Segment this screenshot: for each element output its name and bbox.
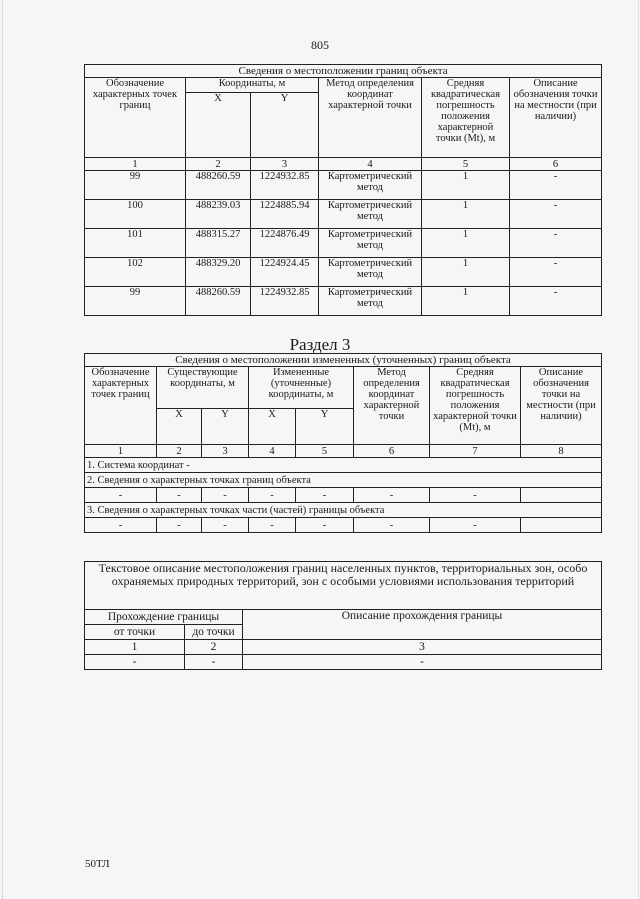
scan-edge-left	[2, 0, 3, 899]
header-designation: Обозначение характерных точек границ	[85, 367, 157, 445]
point-id: 101	[85, 229, 186, 258]
column-number: 4	[249, 445, 296, 458]
header-coordinates: Координаты, м	[186, 78, 319, 93]
table-row	[85, 229, 602, 258]
coord-y: 1224932.85	[251, 171, 319, 200]
column-number: 5	[422, 158, 510, 171]
cell-dash: -	[243, 655, 602, 670]
coord-y: 1224932.85	[251, 287, 319, 316]
table-row	[85, 171, 602, 200]
cell-dash: -	[202, 488, 249, 503]
point-id: 99	[85, 287, 186, 316]
header-x: X	[249, 409, 296, 445]
point-id: 99	[85, 171, 186, 200]
header-passage: Прохождение границы	[85, 610, 243, 625]
header-method: Метод определения координат характерной точки	[354, 367, 430, 445]
cell-dash: -	[85, 488, 157, 503]
footer-code: 50ТЛ	[85, 858, 110, 870]
header-error: Средняя квадратическая погрешность положения характерной точки (Mt), м	[422, 78, 510, 158]
table-row	[85, 655, 602, 670]
boundary-text-description-table	[84, 561, 602, 670]
table-row	[85, 488, 602, 503]
cell-dash: -	[85, 518, 157, 533]
error: 1	[422, 258, 510, 287]
header-x: X	[186, 93, 251, 158]
cell-dash: -	[85, 655, 185, 670]
header-existing-coordinates: Существующие координаты, м	[157, 367, 249, 409]
cell-dash: -	[249, 518, 296, 533]
cell-dash: -	[157, 518, 202, 533]
column-number: 8	[521, 445, 602, 458]
cell-dash: -	[354, 488, 430, 503]
cell-dash: -	[354, 518, 430, 533]
column-number: 3	[251, 158, 319, 171]
cell-dash: -	[296, 488, 354, 503]
column-number: 6	[354, 445, 430, 458]
scan-edge-right	[638, 0, 639, 899]
table-row	[85, 287, 602, 316]
header-x: X	[157, 409, 202, 445]
cell-empty	[521, 488, 602, 503]
description: -	[510, 171, 602, 200]
coord-x: 488260.59	[186, 171, 251, 200]
method: Картометрический метод	[319, 258, 422, 287]
error: 1	[422, 171, 510, 200]
description: -	[510, 287, 602, 316]
coord-y: 1224876.49	[251, 229, 319, 258]
page-number: 805	[311, 38, 329, 52]
coord-x: 488315.27	[186, 229, 251, 258]
header-method: Метод определения координат характерной точки	[319, 78, 422, 158]
method: Картометрический метод	[319, 200, 422, 229]
cell-dash: -	[296, 518, 354, 533]
column-number: 1	[85, 158, 186, 171]
header-y: Y	[251, 93, 319, 158]
point-id: 100	[85, 200, 186, 229]
cell-dash: -	[249, 488, 296, 503]
coord-y: 1224924.45	[251, 258, 319, 287]
table-title: Сведения о местоположении измененных (уточненных) границ объекта	[85, 354, 602, 367]
table-row	[85, 200, 602, 229]
point-id: 102	[85, 258, 186, 287]
column-number: 6	[510, 158, 602, 171]
column-number: 4	[319, 158, 422, 171]
cell-dash: -	[430, 518, 521, 533]
header-changed-coordinates: Измененные (уточненные) координаты, м	[249, 367, 354, 409]
method: Картометрический метод	[319, 171, 422, 200]
method: Картометрический метод	[319, 229, 422, 258]
coord-x: 488329.20	[186, 258, 251, 287]
column-number: 3	[243, 640, 602, 655]
table-title: Сведения о местоположении границ объекта	[85, 65, 602, 78]
cell-dash: -	[202, 518, 249, 533]
error: 1	[422, 229, 510, 258]
error: 1	[422, 200, 510, 229]
boundary-location-table	[84, 64, 602, 316]
column-number: 5	[296, 445, 354, 458]
header-description: Описание обозначения точки на местности (при наличии)	[510, 78, 602, 158]
cell-dash: -	[185, 655, 243, 670]
column-number: 3	[202, 445, 249, 458]
table-row	[85, 258, 602, 287]
header-error: Средняя квадратическая погрешность положения характерной точки (Mt), м	[430, 367, 521, 445]
header-to-point: до точки	[185, 625, 243, 640]
column-number: 2	[157, 445, 202, 458]
points-section-row: 2. Сведения о характерных точках границ объекта	[85, 473, 602, 488]
header-designation: Обозначение характерных точек границ	[85, 78, 186, 158]
table-row	[85, 518, 602, 533]
header-passage-description: Описание прохождения границы	[243, 610, 602, 640]
coordinate-system-row: 1. Система координат -	[85, 458, 602, 473]
header-description: Описание обозначения точки на местности (при наличии)	[521, 367, 602, 445]
column-number: 1	[85, 445, 157, 458]
column-number: 7	[430, 445, 521, 458]
error: 1	[422, 287, 510, 316]
column-number: 1	[85, 640, 185, 655]
parts-section-row: 3. Сведения о характерных точках части (частей) границы объекта	[85, 503, 602, 518]
cell-empty	[521, 518, 602, 533]
column-number: 2	[185, 640, 243, 655]
coord-x: 488239.03	[186, 200, 251, 229]
column-number: 2	[186, 158, 251, 171]
method: Картометрический метод	[319, 287, 422, 316]
header-y: Y	[202, 409, 249, 445]
coord-x: 488260.59	[186, 287, 251, 316]
header-y: Y	[296, 409, 354, 445]
table-title: Текстовое описание местоположения границ населенных пунктов, территориальных зон, особо охраняемых природных территорий, зон с особыми условиями использования территорий	[85, 562, 602, 610]
description: -	[510, 258, 602, 287]
section-heading: Раздел 3	[289, 335, 351, 354]
header-from-point: от точки	[85, 625, 185, 640]
changed-boundary-table	[84, 353, 602, 533]
description: -	[510, 200, 602, 229]
coord-y: 1224885.94	[251, 200, 319, 229]
cell-dash: -	[157, 488, 202, 503]
cell-dash: -	[430, 488, 521, 503]
description: -	[510, 229, 602, 258]
